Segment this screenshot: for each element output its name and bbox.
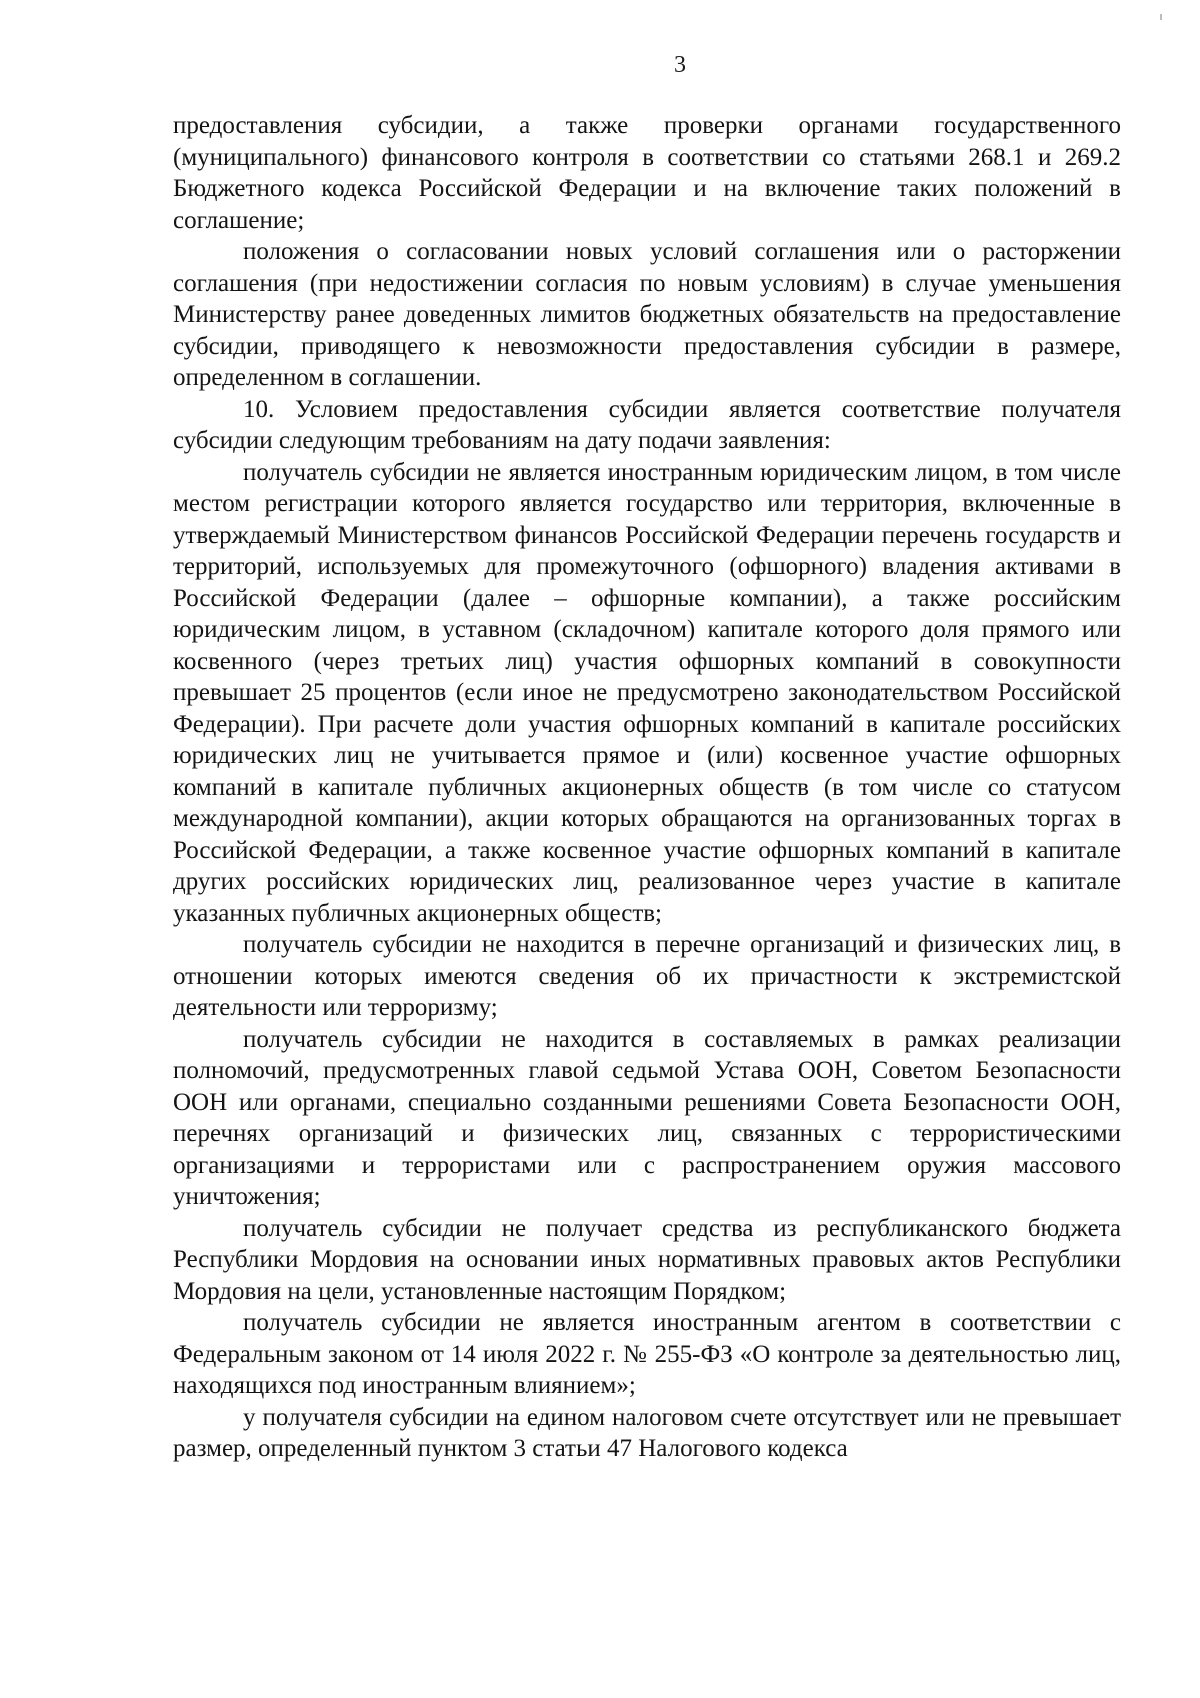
paragraph-un-sanctions-requirement: получатель субсидии не находится в составляемых в рамках реализации полномочий, предусмотренных главой седьмой Устава ООН, Советом Безопасности ООН или органами, специально созданными решениями Совета Безопасности ООН, перечнях организаций и физических лиц, связанных с террористическими организациями и террористами или с распространением оружия массового уничтожения; (173, 1025, 1121, 1210)
document-body (173, 110, 1121, 1465)
paragraph-clause-10: 10. Условием предоставления субсидии является соответствие получателя субсидии следующим требованиям на дату подачи заявления: (173, 395, 1121, 454)
paragraph-continuation: предоставления субсидии, а также проверки органами государственного (муниципального) финансового контроля в соответствии со статьями 268.1 и 269.2 Бюджетного кодекса Российской Федерации и на включение таких положений в соглашение; (173, 112, 1121, 234)
page-number: 3 (674, 52, 686, 78)
paragraph-budget-requirement: получатель субсидии не получает средства из республиканского бюджета Республики Мордовия на основании иных нормативных правовых актов Республики Мордовия на цели, установленные настоящим Порядком; (173, 1214, 1121, 1305)
paragraph-foreign-agent-requirement: получатель субсидии не является иностранным агентом в соответствии с Федеральным законом от 14 июля 2022 г. № 255-ФЗ «О контроле за деятельностью лиц, находящихся под иностранным влиянием»; (173, 1309, 1121, 1399)
paragraph-agreement-terms: положения о согласовании новых условий соглашения или о расторжении соглашения (при недостижении согласия по новым условиям) в случае уменьшения Министерству ранее доведенных лимитов бюджетных обязательств на предоставление субсидии, приводящего к невозможности предоставления субсидии в размере, определенном в соглашении. (173, 238, 1121, 391)
paragraph-extremism-requirement: получатель субсидии не находится в перечне организаций и физических лиц, в отношении которых имеются сведения об их причастности к экстремистской деятельности или терроризму; (173, 931, 1121, 1021)
paragraph-offshore-requirement: получатель субсидии не является иностранным юридическим лицом, в том числе местом регистрации которого является государство или территория, включенные в утверждаемый Министерством финансов Российской Федерации перечень государств и территорий, используемых для промежуточного (офшорного) владения активами в Российской Федерации (далее – офшорные компании), а также российским юридическим лицом, в уставном (складочном) капитале которого доля прямого или косвенного (через третьих лиц) участия офшорных компаний в совокупности превышает 25 процентов (если иное не предусмотрено законодательством Российской Федерации). При расчете доли участия офшорных компаний в капитале российских юридических лиц не учитывается прямое и (или) косвенное участие офшорных компаний в капитале публичных акционерных обществ (в том числе со статусом международной компании), акции которых обращаются на организованных торгах в Российской Федерации, а также косвенное участие офшорных компаний в капитале других российских юридических лиц, реализованное через участие в капитале указанных публичных акционерных обществ; (173, 458, 1121, 927)
paragraph-tax-requirement: у получателя субсидии на едином налоговом счете отсутствует или не превышает размер, определенный пунктом 3 статьи 47 Налогового кодекса (173, 1403, 1121, 1462)
scan-artifact (1160, 14, 1162, 20)
